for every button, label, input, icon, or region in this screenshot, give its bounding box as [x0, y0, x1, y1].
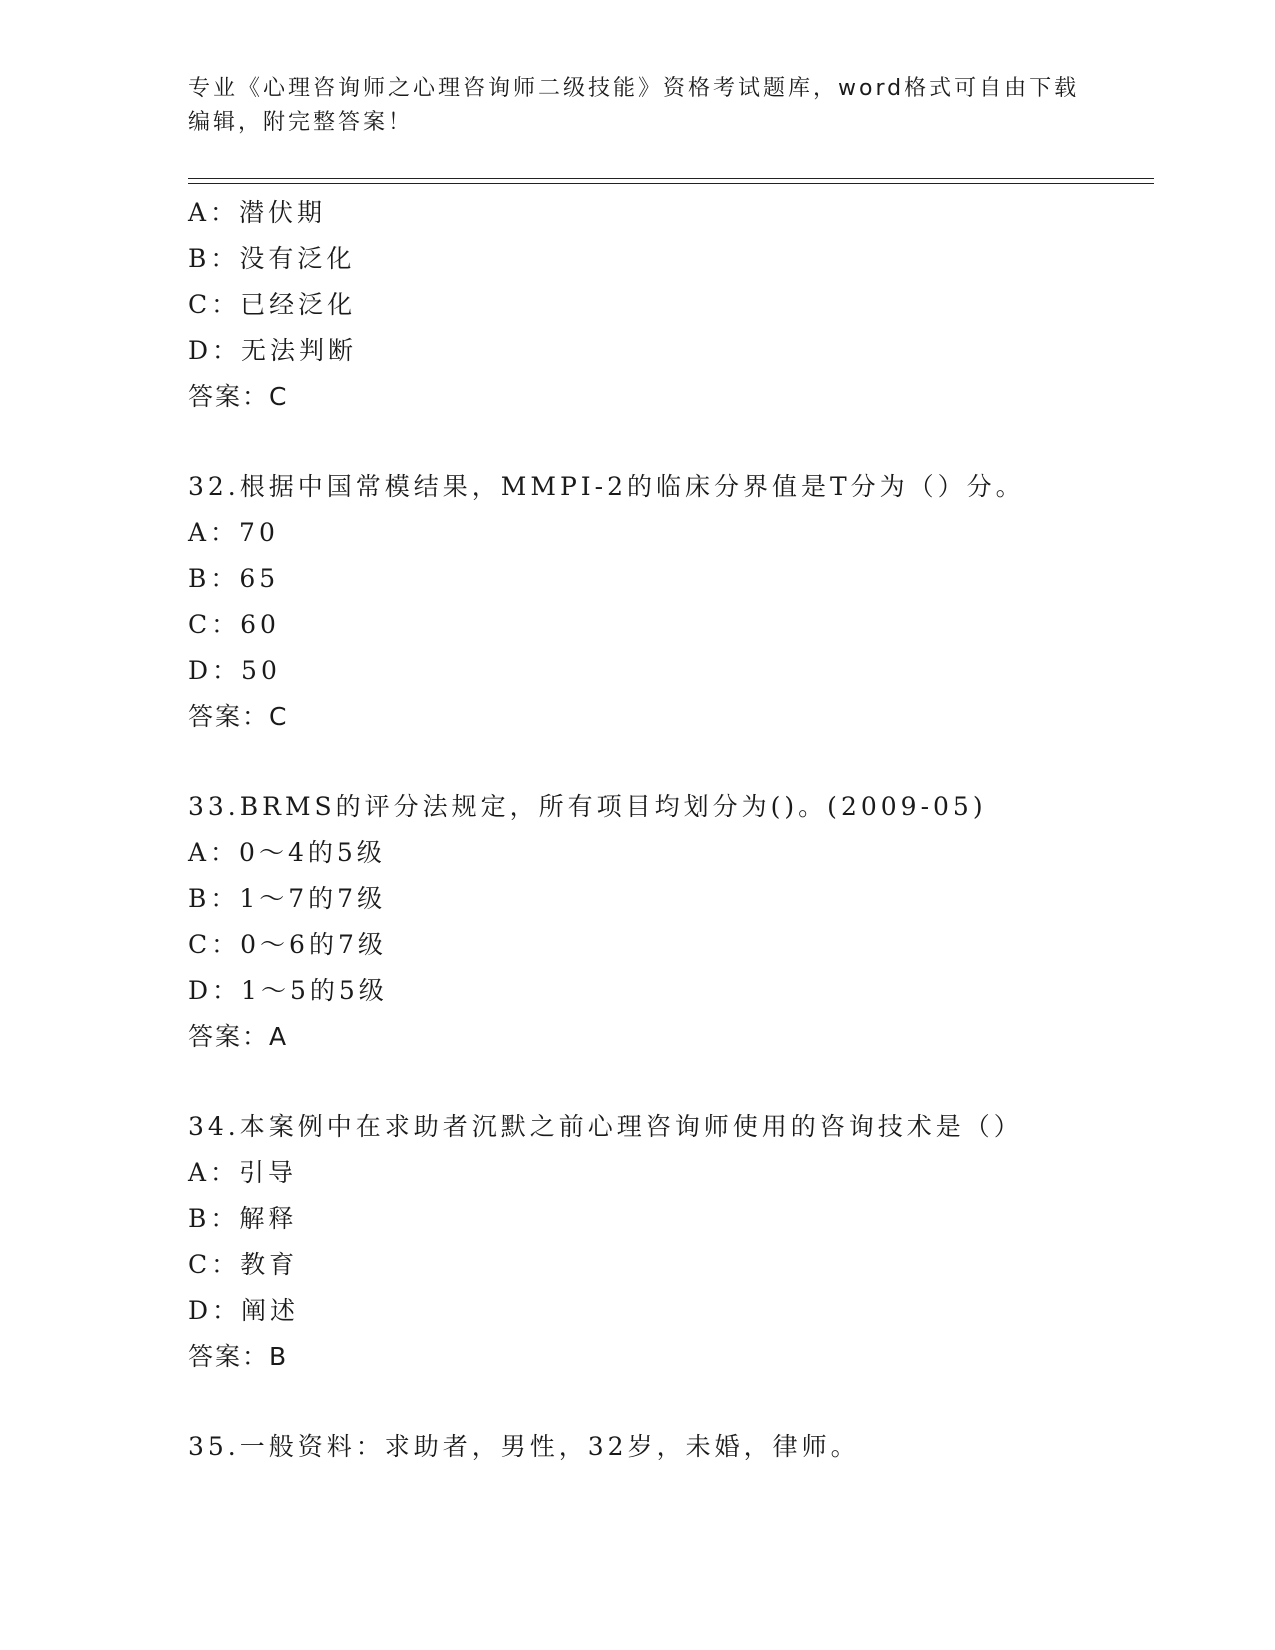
- question-block-35: [188, 1424, 1148, 1470]
- header-line-1: 专业《心理咨询师之心理咨询师二级技能》资格考试题库，word格式可自由下载: [188, 76, 1080, 101]
- document-header: [188, 72, 1088, 140]
- option-a: A：潜伏期: [188, 198, 327, 227]
- option-d: D：1～5的5级: [188, 976, 388, 1005]
- option-a: A：70: [188, 518, 279, 547]
- option-b: B：解释: [188, 1204, 298, 1233]
- spacer: [188, 740, 1148, 784]
- question-block-33: [188, 784, 1148, 1060]
- header-line-2: 编辑，附完整答案！: [188, 110, 414, 135]
- question-block-34: [188, 1104, 1148, 1380]
- spacer: [188, 1060, 1148, 1104]
- option-b: B：1～7的7级: [188, 884, 387, 913]
- answer-line: 答案：C: [188, 382, 289, 411]
- option-d: D：50: [188, 656, 281, 685]
- option-d: D：阐述: [188, 1296, 300, 1325]
- option-a: A：引导: [188, 1158, 298, 1187]
- option-d: D：无法判断: [188, 336, 358, 365]
- header-divider-bottom: [188, 183, 1154, 184]
- question-block-31: [188, 190, 1148, 420]
- option-b: B：没有泛化: [188, 244, 356, 273]
- question-text: 34.本案例中在求助者沉默之前心理咨询师使用的咨询技术是（）: [188, 1112, 1023, 1141]
- option-a: A：0～4的5级: [188, 838, 386, 867]
- question-text: 33.BRMS的评分法规定，所有项目均划分为()。(2009-05): [188, 792, 987, 821]
- question-block-32: [188, 464, 1148, 740]
- option-c: C：0～6的7级: [188, 930, 387, 959]
- answer-line: 答案：A: [188, 1022, 289, 1051]
- question-list: [188, 190, 1148, 1470]
- spacer: [188, 1380, 1148, 1424]
- option-c: C：60: [188, 610, 280, 639]
- option-c: C：已经泛化: [188, 290, 357, 319]
- spacer: [188, 420, 1148, 464]
- option-c: C：教育: [188, 1250, 299, 1279]
- option-b: B：65: [188, 564, 280, 593]
- question-text: 32.根据中国常模结果，MMPI-2的临床分界值是T分为（）分。: [188, 472, 1025, 501]
- question-text: 35.一般资料：求助者，男性，32岁，未婚，律师。: [188, 1432, 860, 1461]
- answer-line: 答案：C: [188, 702, 289, 731]
- header-divider-top: [188, 178, 1154, 179]
- answer-line: 答案：B: [188, 1342, 289, 1371]
